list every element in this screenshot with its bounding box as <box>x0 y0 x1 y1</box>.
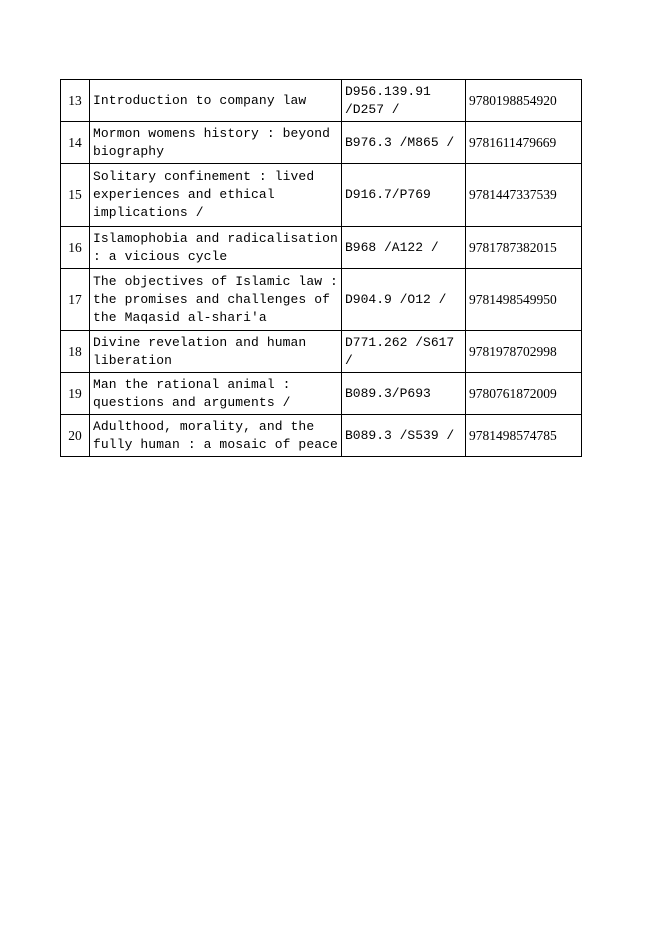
isbn: 9780198854920 <box>466 80 582 122</box>
row-number: 16 <box>61 227 90 269</box>
book-list-table <box>60 79 582 457</box>
row-number: 20 <box>61 415 90 457</box>
table-row <box>61 269 582 331</box>
call-number: D771.262 /S617 / <box>342 331 466 373</box>
book-title: Divine revelation and human liberation <box>90 331 342 373</box>
call-number: D904.9 /O12 / <box>342 269 466 331</box>
book-title: Adulthood, morality, and the fully human : a mosaic of peace <box>90 415 342 457</box>
table-row <box>61 164 582 227</box>
row-number: 18 <box>61 331 90 373</box>
call-number: D916.7/P769 <box>342 164 466 227</box>
row-number: 19 <box>61 373 90 415</box>
table-row <box>61 331 582 373</box>
row-number: 17 <box>61 269 90 331</box>
table-body <box>61 80 582 457</box>
isbn: 9781498574785 <box>466 415 582 457</box>
call-number: B968 /A122 / <box>342 227 466 269</box>
row-number: 15 <box>61 164 90 227</box>
isbn: 9781498549950 <box>466 269 582 331</box>
table-row <box>61 80 582 122</box>
book-title: Islamophobia and radicalisation : a vicious cycle <box>90 227 342 269</box>
call-number: B089.3 /S539 / <box>342 415 466 457</box>
table-row <box>61 227 582 269</box>
row-number: 14 <box>61 122 90 164</box>
book-title: Introduction to company law <box>90 80 342 122</box>
call-number: B089.3/P693 <box>342 373 466 415</box>
book-title: Man the rational animal : questions and arguments / <box>90 373 342 415</box>
isbn: 9781787382015 <box>466 227 582 269</box>
row-number: 13 <box>61 80 90 122</box>
isbn: 9781611479669 <box>466 122 582 164</box>
table-row <box>61 122 582 164</box>
isbn: 9781447337539 <box>466 164 582 227</box>
call-number: B976.3 /M865 / <box>342 122 466 164</box>
call-number: D956.139.91 /D257 / <box>342 80 466 122</box>
table-row <box>61 415 582 457</box>
table-row <box>61 373 582 415</box>
isbn: 9781978702998 <box>466 331 582 373</box>
book-title: Mormon womens history : beyond biography <box>90 122 342 164</box>
isbn: 9780761872009 <box>466 373 582 415</box>
book-title: Solitary confinement : lived experiences and ethical implications / <box>90 164 342 227</box>
book-title: The objectives of Islamic law : the promises and challenges of the Maqasid al-shari'a <box>90 269 342 331</box>
